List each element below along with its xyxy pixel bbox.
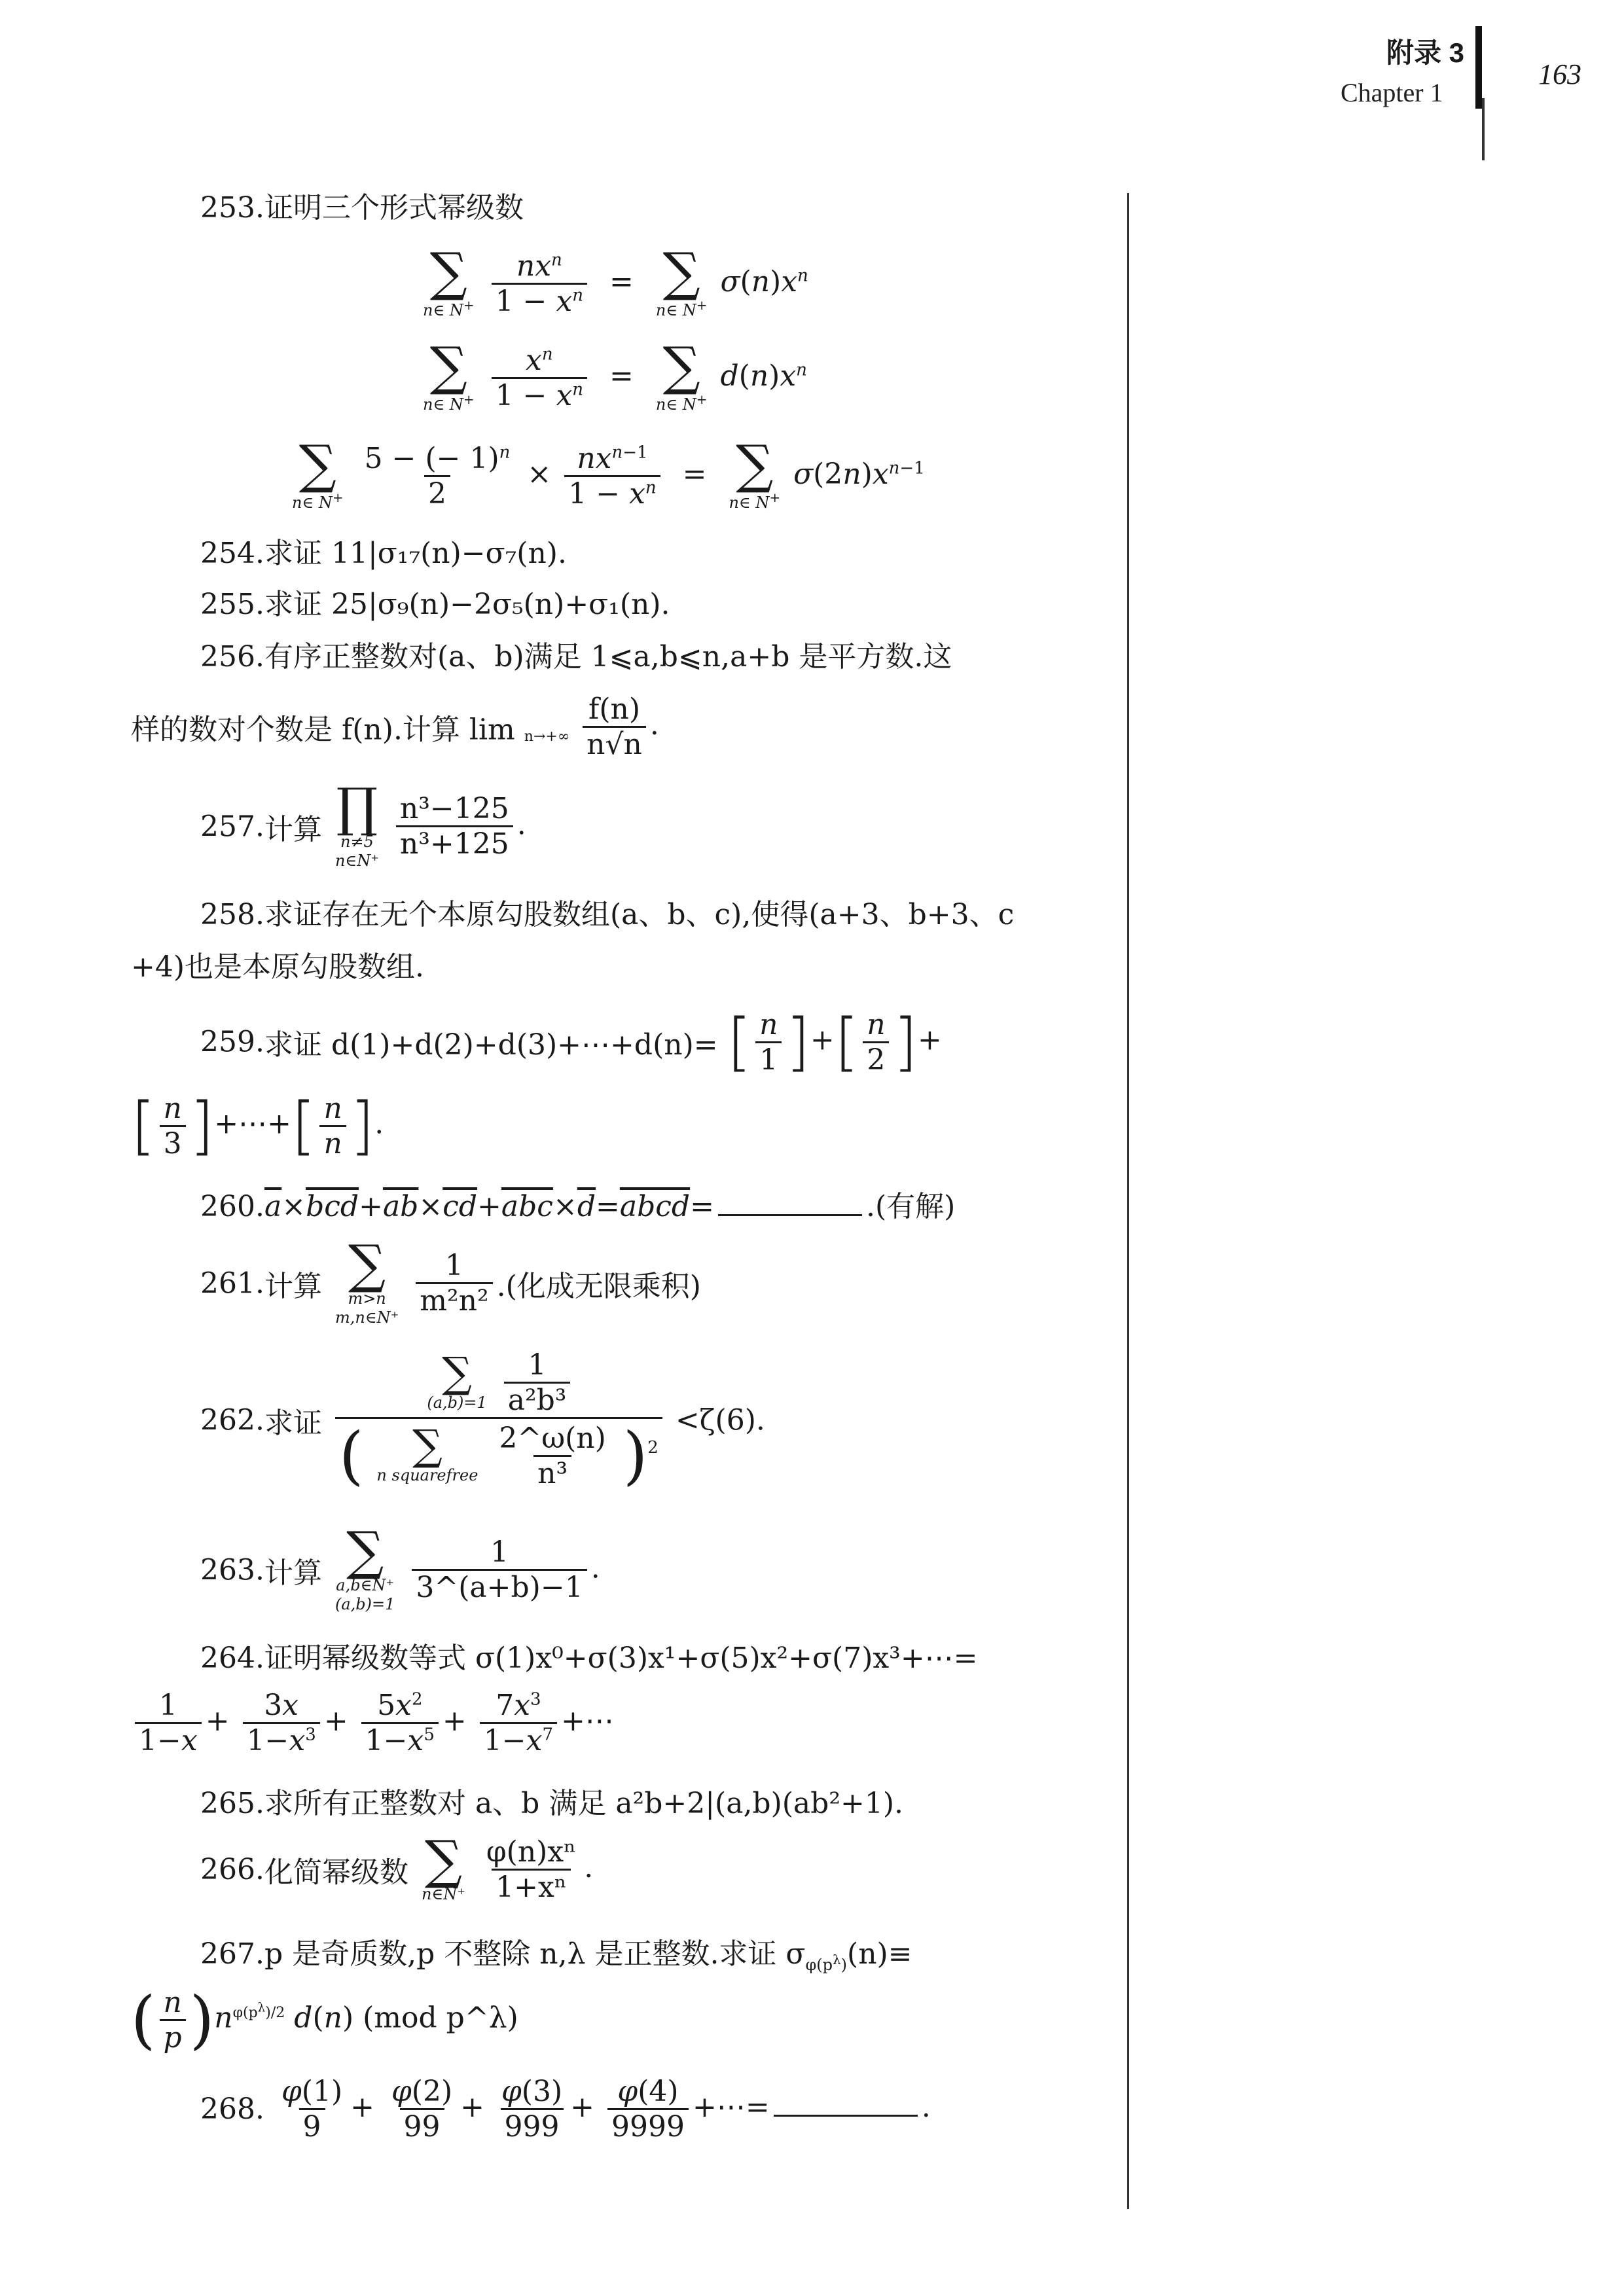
problem-256-line2: 样的数对个数是 f(n).计算 lim n→+∞ $\frac{f(n)}{n√n}$ .	[131, 692, 659, 761]
problem-267-line1: 267.p 是奇质数,p 不整除 n,λ 是正整数.求证 $\sigma_{\varphi(p^\lambda)}(n)\equiv$	[200, 1937, 912, 1974]
column-divider	[1127, 193, 1129, 2209]
problem-258-line2: +4)也是本原勾股数组.	[131, 950, 425, 984]
equation-253-1: ∑ n∈ N+ $\frac{nx^n}{1 - x^n}$ = ∑ n∈ N+ $\sigma(n)x^n$	[423, 242, 808, 319]
problem-264-line2: $\frac{1}{1-x}$ + $\frac{3x}{1-x^3}$ + $\frac{5x^2}{1-x^5}$ + $\frac{7x^3}{1-x^7}$ +⋯	[131, 1689, 614, 1757]
chapter-label: Chapter 1	[1341, 78, 1443, 107]
problem-255: 255.求证 25|σ₉(n)−2σ₅(n)+σ₁(n).	[200, 588, 670, 621]
problem-257: 257.计算 ∏ n≠5 n∈N⁺ $\frac{\text{n³−125}}{\text{n³+125}}$ .	[200, 777, 526, 870]
appendix-label: 附录 3	[1386, 37, 1465, 68]
header-rule-tail	[1482, 98, 1485, 160]
problem-260: $260.\overline{a}\times\overline{bcd}+\overline{ab}\times\overline{cd}+\overline{abc}\times\overline{d}=abcd=$ .(有解)	[200, 1190, 956, 1223]
problem-263: 263.计算 ∑ a,b∈N⁺ (a,b)=1 $\frac{1}{3\^{}(a+b)-1}$ .	[200, 1520, 600, 1613]
header-rule	[1475, 26, 1482, 109]
equation-253-2: ∑ n∈ N+ $\frac{x^n}{1 - x^n}$ = ∑ n∈ N+ $d(n)x^n$	[423, 336, 807, 414]
problem-259-line1: 259.求证 d(1)+d(2)+d(3)+⋯+d(n)= [ $\frac{n}{1}$ ]+[ $\frac{n}{2}$ ]+	[200, 1005, 942, 1079]
problem-261: 261.计算 ∑ m>n m,n∈N⁺ $\frac{1}{\text{m²n²}}$ .(化成无限乘积)	[200, 1234, 701, 1327]
problem-258-line1: 258.求证存在无个本原勾股数组(a、b、c),使得(a+3、b+3、c	[200, 898, 1015, 931]
page-number: 163	[1538, 58, 1581, 90]
problem-256-line1: 256.有序正整数对(a、b)满足 1⩽a,b⩽n,a+b 是平方数.这	[200, 640, 952, 673]
problem-266: 266.化简幂级数 ∑ n∈N⁺ $\frac{\text{φ(n)xⁿ}}{\text{1+xⁿ}}$ .	[200, 1829, 594, 1904]
problem-253: 253.证明三个形式幂级数	[200, 191, 524, 224]
equation-253-3: ∑ n∈ N+ $\frac{5 - (- 1)^n}{2}$ × $\frac{nx^{n-1}}{1 - x^n}$ = ∑ n∈ N+ $\sigma(2n)x^{n-1}$	[292, 434, 925, 512]
problem-259-line2: [ $\frac{n}{3}$ ]+⋯+[ $\frac{n}{n}$ ].	[131, 1089, 384, 1162]
problem-264-line1: 264.证明幂级数等式 σ(1)x⁰+σ(3)x¹+σ(5)x²+σ(7)x³+⋯=	[200, 1641, 978, 1675]
problem-254: 254.求证 11|σ₁₇(n)−σ₇(n).	[200, 537, 567, 570]
problem-265: 265.求所有正整数对 a、b 满足 a²b+2|(a,b)(ab²+1).	[200, 1787, 903, 1820]
answer-blank[interactable]	[718, 1214, 862, 1216]
problem-262: 262.求证 ∑ (a,b)=1 $\frac{1}{\text{a²b³}}$ ( ∑ n squarefree $\frac{2\^{}\omega(n)}{\text{n³}}$ )$^2$ <ζ(6).	[200, 1348, 765, 1492]
answer-blank-268[interactable]	[774, 2115, 918, 2117]
problem-267-line2: ( $\frac{n}{p}$ )$n^{\varphi(p^\lambda)/2}$ d(n) (mod p^λ)	[131, 1983, 518, 2056]
problem-268: 268. $\frac{\varphi(1)}{9}$ + $\frac{\varphi(2)}{99}$ + $\frac{\varphi(3)}{999}$ + $\frac{\varphi(4)}{9999}$ +⋯= .	[200, 2075, 931, 2144]
